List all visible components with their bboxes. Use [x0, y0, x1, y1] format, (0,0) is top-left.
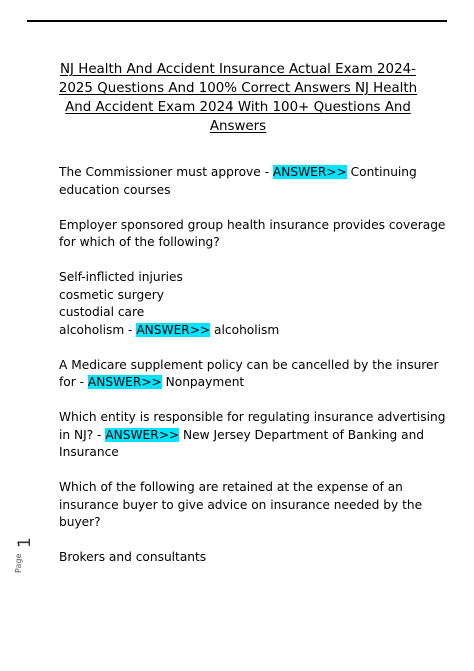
answer-marker: ANSWER>>: [136, 322, 211, 337]
page-label: Page: [14, 553, 23, 573]
question-text-line: Employer sponsored group health insurance provides coverage: [59, 217, 446, 232]
question-advertising-regulator: [59, 409, 446, 462]
question-commissioner: [59, 164, 417, 199]
option-item-with-answer: [59, 322, 409, 340]
question-medicare-supplement: [59, 357, 439, 392]
question-text: The Commissioner must approve -: [59, 165, 273, 179]
answer-text: alcoholism: [210, 322, 280, 337]
top-rule: [27, 20, 447, 22]
option-item: Brokers and consultants: [59, 550, 207, 564]
question-text-line: Which of the following are retained at the expense of an: [59, 480, 403, 494]
page-number: 1: [15, 537, 35, 548]
option-item: custodial care: [59, 305, 145, 319]
option-item: Self-inflicted injuries: [59, 270, 183, 284]
question-text-line: A Medicare supplement policy can be cancelled by the insurer: [59, 357, 439, 372]
question-group-health: [59, 217, 446, 252]
answer-text-line: Insurance: [59, 445, 119, 459]
title-line-1: NJ Health And Accident Insurance Actual Exam 2024-: [60, 62, 416, 77]
question-text: for -: [59, 375, 88, 389]
question-text: in NJ? -: [59, 427, 106, 442]
answer-text: Nonpayment: [161, 375, 245, 389]
question-text-line: buyer?: [59, 515, 101, 529]
option-item: cosmetic surgery: [59, 287, 164, 302]
question-text-line: insurance buyer to give advice on insurance needed by the: [59, 497, 423, 512]
question-answer-line: [59, 374, 409, 392]
answer-marker: ANSWER>>: [87, 375, 162, 389]
document-body: [59, 164, 446, 584]
question-insurance-advice: [59, 479, 423, 532]
options-insurance-advice: [59, 549, 409, 567]
options-group-health: [59, 269, 409, 339]
option-text: alcoholism -: [59, 322, 137, 337]
answer-marker: ANSWER>>: [105, 427, 180, 442]
answer-text-line: education courses: [59, 182, 171, 197]
title-line-4: Answers: [209, 119, 267, 134]
question-answer-line: [59, 427, 425, 445]
question-text-line: Which entity is responsible for regulating insurance advertising: [59, 410, 446, 424]
question-text-line: for which of the following?: [59, 235, 220, 249]
answer-text: Continuing: [346, 165, 417, 179]
title-line-2: 2025 Questions And 100% Correct Answers NJ Health: [58, 81, 418, 96]
answer-text: New Jersey Department of Banking and: [179, 427, 425, 442]
document-title: [52, 60, 424, 136]
question-text-line: [59, 164, 417, 182]
answer-marker: ANSWER>>: [272, 165, 347, 179]
title-line-3: And Accident Exam 2024 With 100+ Questions And: [65, 100, 411, 115]
